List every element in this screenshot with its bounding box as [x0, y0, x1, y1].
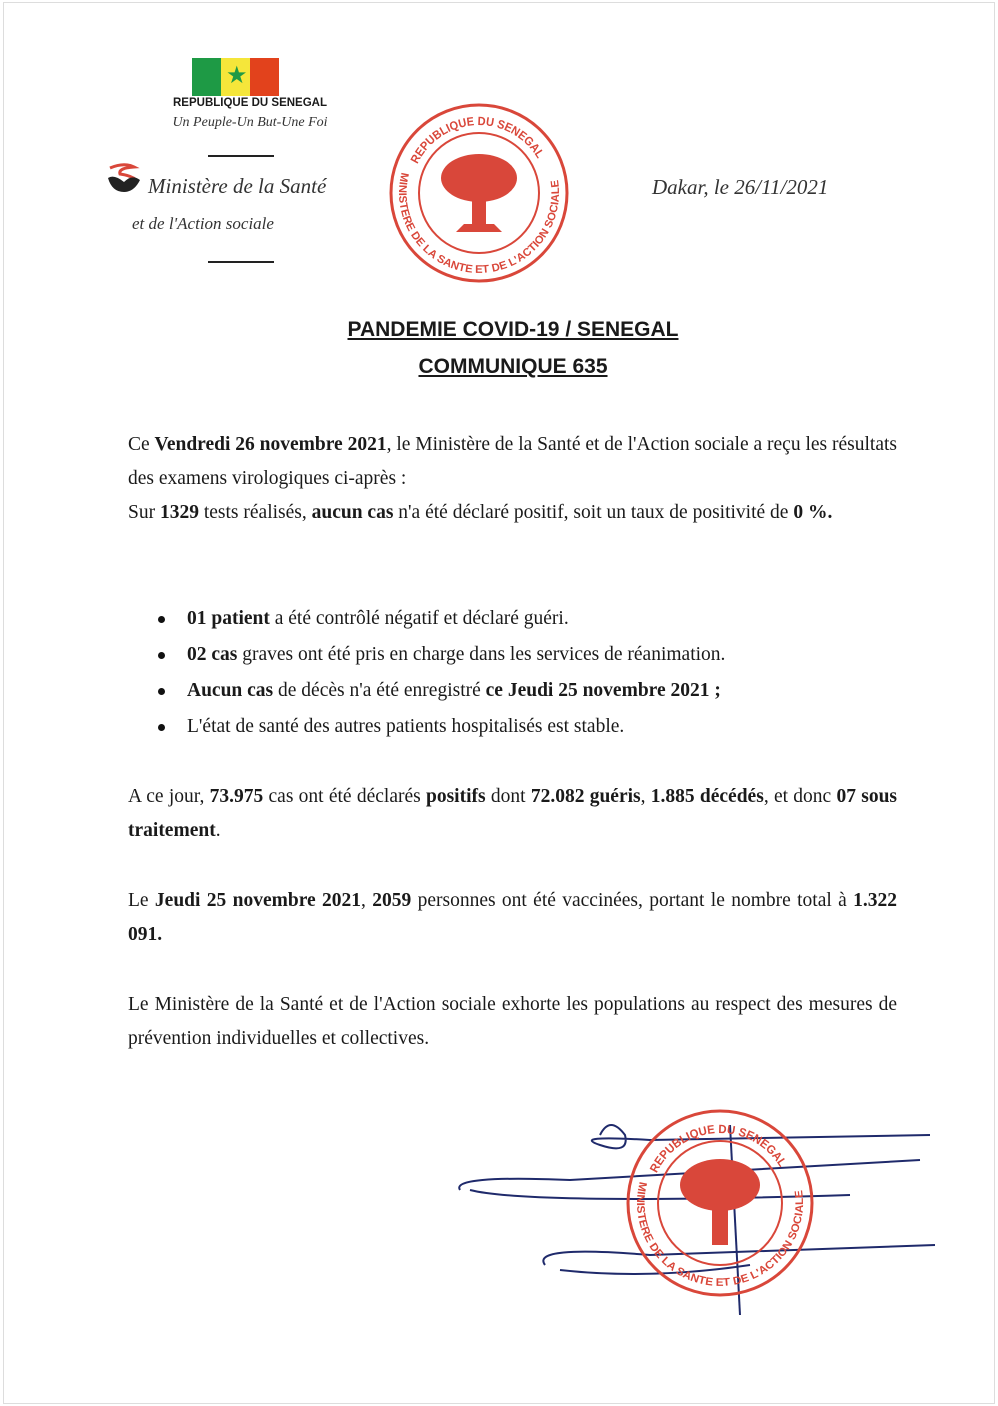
bold-text: Aucun cas — [187, 680, 274, 701]
ministry-name-line1: Ministère de la Santé — [148, 174, 327, 198]
text: , et donc — [763, 786, 837, 807]
text: , — [361, 890, 373, 911]
text: , le Ministère de la Santé et de l'Action sociale a reçu les résultats des examens virologiques ci-après : — [128, 434, 897, 489]
flag-red — [250, 58, 279, 96]
signature-and-stamp — [450, 1095, 950, 1325]
title-line1: PANDEMIE COVID-19 / SENEGAL — [347, 318, 679, 341]
text: cas ont été déclarés — [263, 786, 426, 807]
bold-text: Jeudi 25 novembre 2021 — [154, 890, 362, 911]
bold-text: 2059 — [372, 890, 412, 911]
list-item — [128, 601, 908, 637]
text: n'a été déclaré positif, soit un taux de positivité de — [393, 502, 794, 523]
baobab-tree-icon — [441, 154, 517, 232]
list-item — [128, 637, 908, 673]
stamp-top-text: REPUBLIQUE DU SENEGAL — [407, 114, 548, 166]
bold-text: positifs — [426, 786, 486, 807]
ministry-name-line2: et de l'Action sociale — [132, 214, 274, 233]
list-item — [128, 709, 908, 745]
text: Ce — [128, 434, 155, 455]
national-motto: Un Peuple-Un But-Une Foi — [172, 115, 328, 130]
divider — [208, 261, 274, 263]
bold-text: 0 %. — [793, 502, 833, 523]
document-date: Dakar, le 26/11/2021 — [652, 175, 829, 199]
title-line2: COMMUNIQUE 635 — [418, 355, 608, 378]
text: graves ont été pris en charge dans les services de réanimation. — [237, 644, 726, 665]
bold-text: 1329 — [159, 502, 199, 523]
divider — [208, 155, 274, 157]
text: dont — [485, 786, 531, 807]
text: L'état de santé des autres patients hospitalisés est stable. — [187, 716, 625, 737]
bold-text: aucun cas — [311, 502, 394, 523]
text: tests réalisés, — [198, 502, 312, 523]
text: a été contrôlé négatif et déclaré guéri. — [269, 608, 569, 629]
ministry-logo-icon — [104, 162, 146, 194]
text: , — [640, 786, 651, 807]
stamp-ring-text: MINISTERE DE LA SANTE ET DE L'ACTION SOCIALE — [633, 1180, 807, 1289]
baobab-tree-icon — [680, 1159, 760, 1245]
stamp-top-text: REPUBLIQUE DU SENEGAL — [646, 1121, 790, 1175]
closing-paragraph — [128, 988, 897, 1056]
text: Sur — [128, 502, 160, 523]
bold-text: 72.082 guéris — [530, 786, 641, 807]
list-item — [128, 673, 908, 709]
text: personnes ont été vaccinées, portant le nombre total à — [411, 890, 854, 911]
flag-yellow — [221, 58, 250, 96]
bold-text: Vendredi 26 novembre 2021 — [154, 434, 387, 455]
senegal-flag — [192, 58, 279, 96]
official-stamp — [386, 100, 572, 286]
bold-text: 73.975 — [209, 786, 264, 807]
republic-name: REPUBLIQUE DU SENEGAL — [173, 97, 327, 109]
star-icon: ★ — [226, 63, 248, 89]
bold-text: ce Jeudi 25 novembre 2021 ; — [485, 680, 721, 701]
text: de décès n'a été enregistré — [273, 680, 486, 701]
tests-paragraph — [128, 496, 897, 530]
stamp-ring-text: MINISTERE DE LA SANTE ET DE L'ACTION SOCIALE — [395, 171, 563, 276]
handwritten-signature — [459, 1125, 935, 1315]
flag-green — [192, 58, 221, 96]
bold-text: 02 cas — [187, 644, 238, 665]
text: Le — [128, 890, 155, 911]
bold-text: 01 patient — [187, 608, 270, 629]
summary-paragraph — [128, 780, 897, 848]
vaccination-paragraph — [128, 884, 897, 952]
text: . — [215, 820, 221, 841]
text: A ce jour, — [128, 786, 210, 807]
text: Le Ministère de la Santé et de l'Action sociale exhorte les populations au respect des mesures de prévention individuelles et collectives. — [128, 994, 897, 1049]
bold-text: 1.885 décédés — [650, 786, 764, 807]
bold-text: 07 sous traitement — [128, 786, 898, 841]
bold-text: 1.322 091. — [128, 890, 897, 945]
bullet-list — [128, 601, 908, 745]
intro-paragraph — [128, 428, 897, 496]
